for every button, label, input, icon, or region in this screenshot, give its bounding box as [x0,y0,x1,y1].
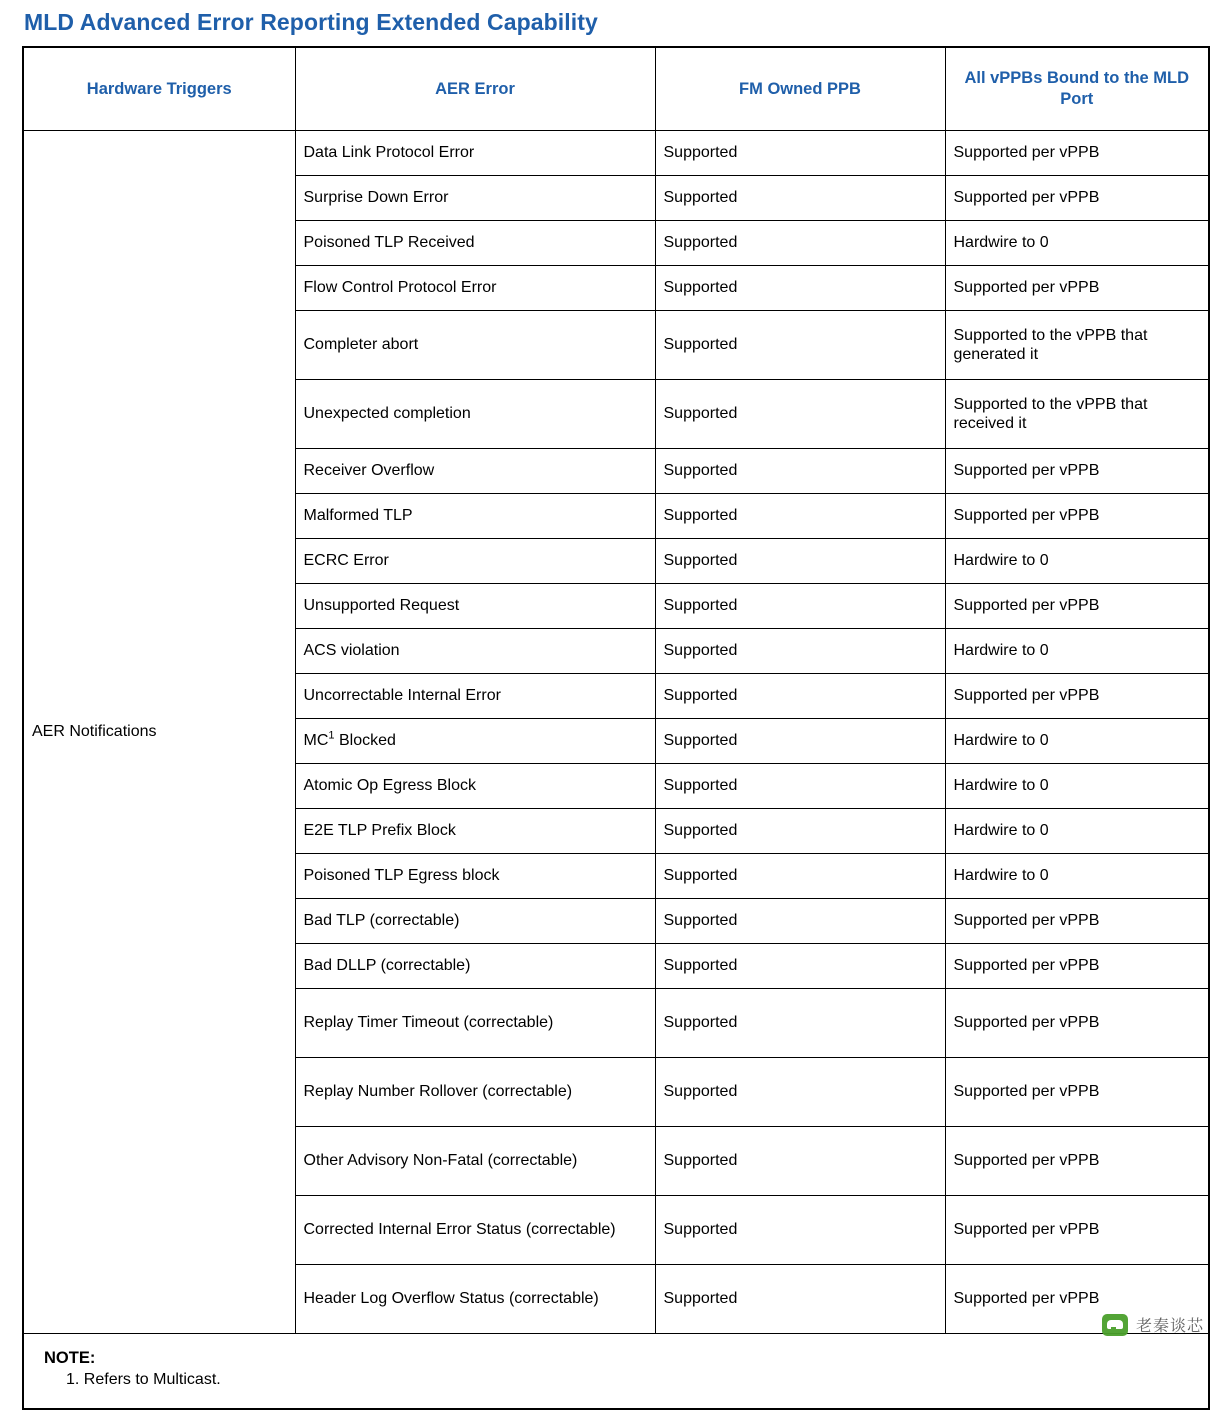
all-vppbs-cell: Hardwire to 0 [945,221,1209,266]
fm-owned-ppb-cell: Supported [655,899,945,944]
aer-error-cell: Malformed TLP [295,494,655,539]
all-vppbs-cell: Supported per vPPB [945,674,1209,719]
aer-error-cell: $MC^1$ Blocked [295,719,655,764]
aer-error-cell: Bad DLLP (correctable) [295,944,655,989]
aer-error-cell: Poisoned TLP Received [295,221,655,266]
aer-error-cell: Poisoned TLP Egress block [295,854,655,899]
all-vppbs-cell: Supported to the vPPB that generated it [945,311,1209,380]
aer-capability-table [22,46,1210,1410]
note-cell [23,1334,1209,1410]
hardware-trigger-cell: AER Notifications [23,131,295,1334]
column-header-all-vppbs: All vPPBs Bound to the MLD Port [945,47,1209,131]
aer-error-cell: Data Link Protocol Error [295,131,655,176]
fm-owned-ppb-cell: Supported [655,221,945,266]
fm-owned-ppb-cell: Supported [655,1127,945,1196]
fm-owned-ppb-cell: Supported [655,449,945,494]
all-vppbs-cell: Hardwire to 0 [945,809,1209,854]
all-vppbs-cell: Supported per vPPB [945,989,1209,1058]
aer-error-cell: Unsupported Request [295,584,655,629]
fm-owned-ppb-cell: Supported [655,311,945,380]
fm-owned-ppb-cell: Supported [655,764,945,809]
aer-error-cell: ACS violation [295,629,655,674]
aer-error-cell: Other Advisory Non-Fatal (correctable) [295,1127,655,1196]
all-vppbs-cell: Hardwire to 0 [945,629,1209,674]
all-vppbs-cell: Supported per vPPB [945,1058,1209,1127]
table-header-row [23,47,1209,131]
all-vppbs-cell: Hardwire to 0 [945,539,1209,584]
all-vppbs-cell: Supported per vPPB [945,176,1209,221]
fm-owned-ppb-cell: Supported [655,674,945,719]
wechat-icon [1102,1314,1128,1336]
fm-owned-ppb-cell: Supported [655,809,945,854]
all-vppbs-cell: Supported per vPPB [945,944,1209,989]
fm-owned-ppb-cell: Supported [655,1196,945,1265]
all-vppbs-cell: Supported per vPPB [945,449,1209,494]
all-vppbs-cell: Supported per vPPB [945,1265,1209,1334]
fm-owned-ppb-cell: Supported [655,131,945,176]
aer-error-cell: Completer abort [295,311,655,380]
aer-error-cell: Replay Number Rollover (correctable) [295,1058,655,1127]
watermark-label: 老秦谈芯 [1135,1316,1204,1335]
column-header-aer-error: AER Error [295,47,655,131]
all-vppbs-cell: Supported per vPPB [945,131,1209,176]
all-vppbs-cell: Supported per vPPB [945,494,1209,539]
all-vppbs-cell: Supported per vPPB [945,1196,1209,1265]
note-row [23,1334,1209,1410]
fm-owned-ppb-cell: Supported [655,629,945,674]
all-vppbs-cell: Supported to the vPPB that received it [945,380,1209,449]
fm-owned-ppb-cell: Supported [655,944,945,989]
fm-owned-ppb-cell: Supported [655,176,945,221]
note-title: NOTE: [44,1349,96,1367]
fm-owned-ppb-cell: Supported [655,380,945,449]
fm-owned-ppb-cell: Supported [655,854,945,899]
all-vppbs-cell: Supported per vPPB [945,584,1209,629]
aer-error-cell: Corrected Internal Error Status (correctable) [295,1196,655,1265]
fm-owned-ppb-cell: Supported [655,1265,945,1334]
fm-owned-ppb-cell: Supported [655,989,945,1058]
fm-owned-ppb-cell: Supported [655,266,945,311]
fm-owned-ppb-cell: Supported [655,719,945,764]
aer-error-cell: ECRC Error [295,539,655,584]
all-vppbs-cell: Supported per vPPB [945,266,1209,311]
all-vppbs-cell: Hardwire to 0 [945,854,1209,899]
aer-error-cell: E2E TLP Prefix Block [295,809,655,854]
aer-error-cell: Atomic Op Egress Block [295,764,655,809]
fm-owned-ppb-cell: Supported [655,584,945,629]
all-vppbs-cell: Hardwire to 0 [945,764,1209,809]
aer-error-cell: Surprise Down Error [295,176,655,221]
aer-error-cell: Uncorrectable Internal Error [295,674,655,719]
fm-owned-ppb-cell: Supported [655,539,945,584]
aer-error-cell: Replay Timer Timeout (correctable) [295,989,655,1058]
table-footer [23,1334,1209,1410]
table-body [23,131,1209,1334]
page-title: MLD Advanced Error Reporting Extended Capability [24,9,598,35]
watermark [1102,1313,1204,1336]
all-vppbs-cell: Hardwire to 0 [945,719,1209,764]
aer-error-cell: Bad TLP (correctable) [295,899,655,944]
all-vppbs-cell: Supported per vPPB [945,1127,1209,1196]
table-header [23,47,1209,131]
fm-owned-ppb-cell: Supported [655,494,945,539]
table-row [23,131,1209,176]
aer-error-cell: Unexpected completion [295,380,655,449]
aer-error-cell: Header Log Overflow Status (correctable) [295,1265,655,1334]
fm-owned-ppb-cell: Supported [655,1058,945,1127]
all-vppbs-cell: Supported per vPPB [945,899,1209,944]
column-header-hardware-triggers: Hardware Triggers [23,47,295,131]
note-item: 1. Refers to Multicast. [66,1371,221,1388]
aer-error-cell: Flow Control Protocol Error [295,266,655,311]
aer-error-cell: Receiver Overflow [295,449,655,494]
column-header-fm-owned-ppb: FM Owned PPB [655,47,945,131]
